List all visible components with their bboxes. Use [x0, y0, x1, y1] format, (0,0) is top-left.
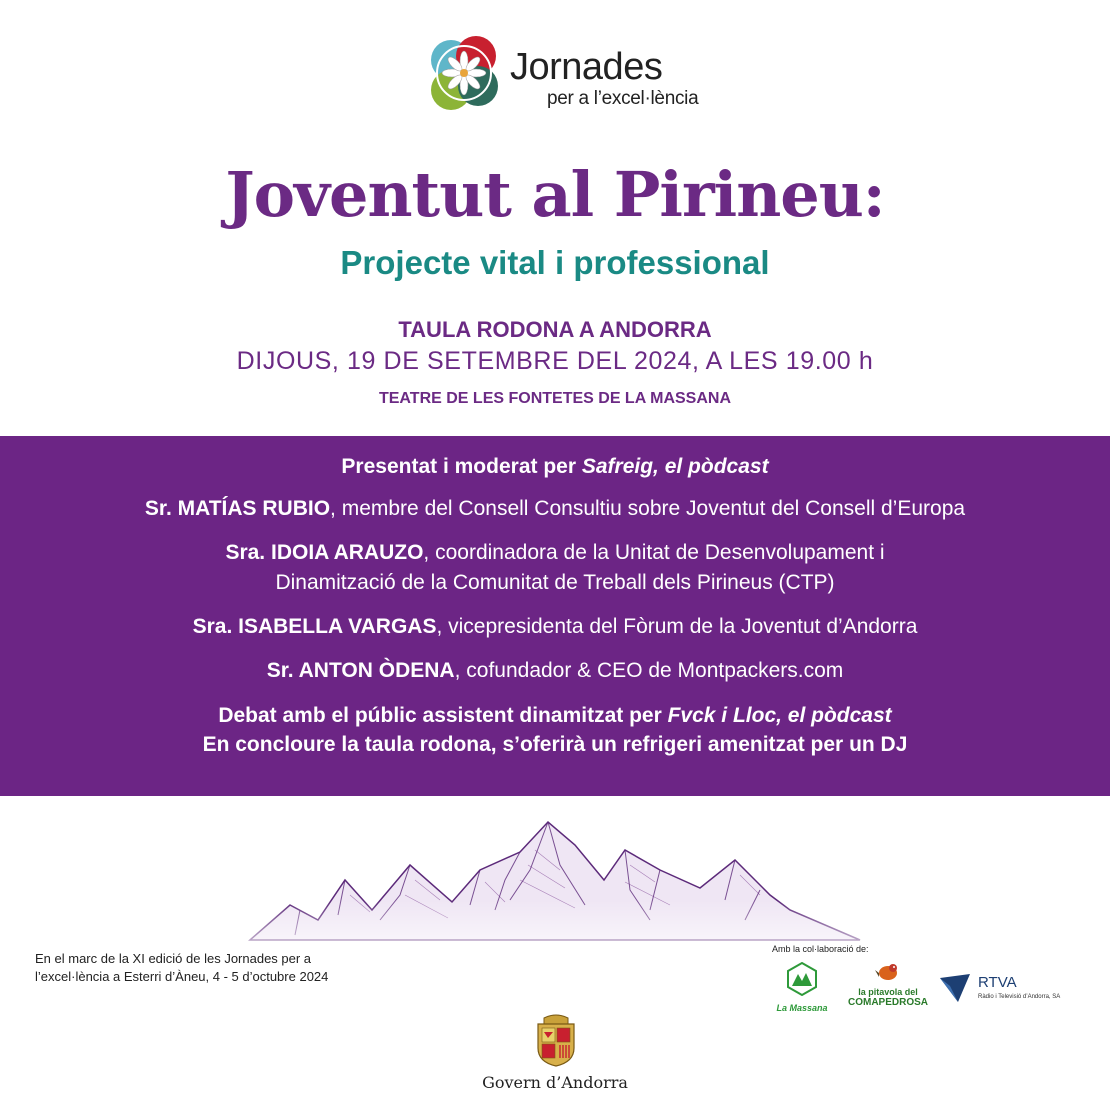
- event-venue: TEATRE DE LES FONTETES DE LA MASSANA: [378, 390, 731, 407]
- page-title: Joventut al Pirineu:: [225, 158, 885, 231]
- speaker-name: Sra. ISABELLA VARGAS: [192, 615, 437, 638]
- edition-note-line2: l’excel·lència a Esterri d’Àneu, 4 - 5 d’octubre 2024: [35, 969, 329, 984]
- speaker-role: , coordinadora de la Unitat de Desenvolupament i: [423, 541, 885, 564]
- sponsor-rtva: [938, 972, 1088, 1006]
- sponsor-pitavola: [846, 960, 930, 1010]
- logo-title: Jornades: [510, 46, 663, 88]
- mountains-illustration: [0, 810, 1110, 970]
- moderator-name: Safreig, el pòdcast: [581, 455, 769, 478]
- speaker-2: [0, 541, 1110, 565]
- flower-emblem-icon: [431, 36, 498, 110]
- rtva-sub: Ràdio i Televisió d’Andorra, SA: [978, 994, 1061, 1000]
- rtva-logo-icon: [938, 972, 972, 1004]
- speaker-2-role-cont: Dinamització de la Comunitat de Treball dels Pirineus (CTP): [275, 571, 835, 594]
- andorra-coat-of-arms-icon: [530, 1012, 582, 1068]
- event-datetime: DIJOUS, 19 DE SETEMBRE DEL 2024, A LES 19.00 h: [236, 347, 874, 375]
- pitavola-label-2: COMAPEDROSA: [847, 997, 928, 1008]
- logo-tagline: per a l’excel·lència: [547, 88, 699, 109]
- debate-prefix: Debat amb el públic assistent dinamitzat per: [218, 704, 668, 727]
- rtva-label: RTVA: [978, 974, 1017, 991]
- sponsor-la-massana: [772, 962, 832, 1014]
- speaker-role: , cofundador & CEO de Montpackers.com: [454, 659, 844, 682]
- speaker-1: [0, 497, 1110, 521]
- pitavola-bird-icon: [875, 960, 901, 982]
- speaker-name: Sr. ANTON ÒDENA: [266, 659, 455, 682]
- speaker-name: Sra. IDOIA ARAUZO: [225, 541, 424, 564]
- debate-host: Fvck i Lloc, el pòdcast: [667, 704, 892, 727]
- speaker-name: Sr. MATÍAS RUBIO: [144, 497, 331, 520]
- edition-note-line1: En el marc de la XI edició de les Jornades per a: [35, 951, 312, 966]
- edition-note: [35, 950, 328, 986]
- moderator-line: [0, 455, 1110, 479]
- speaker-3: [0, 615, 1110, 639]
- moderator-prefix: Presentat i moderat per: [341, 455, 582, 478]
- closing-line: En concloure la taula rodona, s’oferirà un refrigeri amenitzat per un DJ: [202, 733, 908, 756]
- collab-label: Amb la col·laboració de:: [772, 944, 869, 954]
- speaker-4: [0, 659, 1110, 683]
- page-subtitle: Projecte vital i professional: [340, 244, 770, 281]
- la-massana-logo-icon: [787, 962, 817, 996]
- la-massana-label: La Massana: [776, 1003, 828, 1013]
- debate-line: [0, 704, 1110, 728]
- speaker-role: , membre del Consell Consultiu sobre Joventut del Consell d’Europa: [330, 497, 966, 520]
- government-label: Govern d’Andorra: [482, 1073, 628, 1092]
- pitavola-label-1: la pitavola del: [858, 987, 918, 997]
- speaker-role: , vicepresidenta del Fòrum de la Joventut d’Andorra: [436, 615, 918, 638]
- event-type: TAULA RODONA A ANDORRA: [398, 317, 712, 342]
